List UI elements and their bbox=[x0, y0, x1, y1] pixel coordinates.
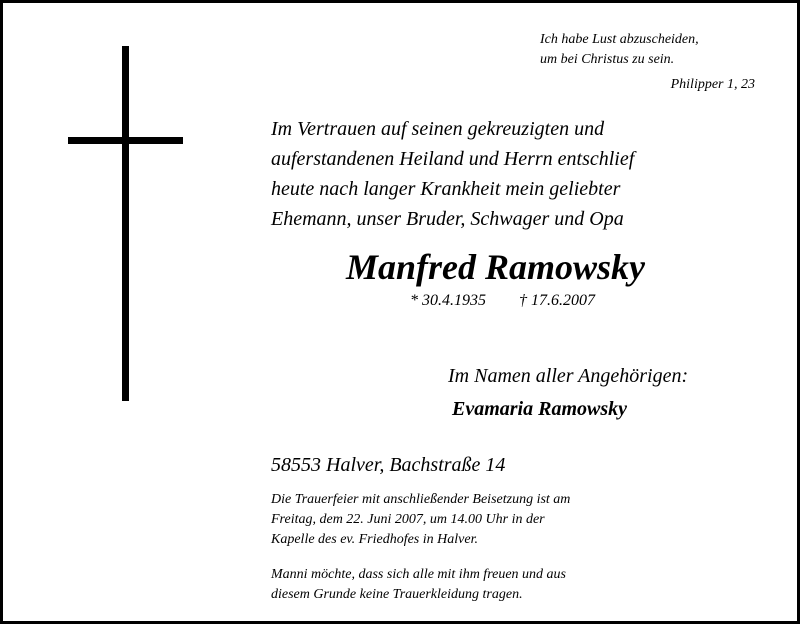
service-line: Die Trauerfeier mit anschließender Beisetzung ist am bbox=[271, 492, 571, 507]
intro-line: auferstandenen Heiland und Herrn entschlief bbox=[271, 148, 635, 170]
deceased-name: Manfred Ramowsky bbox=[346, 247, 646, 287]
note-line: diesem Grunde keine Trauerkleidung tragen. bbox=[271, 587, 523, 602]
service-line: Kapelle des ev. Friedhofes in Halver. bbox=[271, 532, 478, 547]
death-date: † 17.6.2007 bbox=[519, 292, 595, 309]
dress-code-note bbox=[271, 565, 566, 605]
cross-vertical-bar bbox=[122, 46, 129, 401]
bible-verse bbox=[540, 30, 780, 70]
cross-horizontal-bar bbox=[68, 137, 183, 144]
family-intro: Im Namen aller Angehörigen: bbox=[448, 365, 689, 387]
address: 58553 Halver, Bachstraße 14 bbox=[271, 454, 506, 476]
birth-date: * 30.4.1935 bbox=[410, 292, 486, 309]
funeral-service-info bbox=[271, 490, 570, 550]
service-line: Freitag, dem 22. Juni 2007, um 14.00 Uhr in der bbox=[271, 512, 545, 527]
obituary-notice bbox=[3, 3, 797, 621]
verse-line: um bei Christus zu sein. bbox=[540, 52, 675, 67]
intro-line: Ehemann, unser Bruder, Schwager und Opa bbox=[271, 208, 624, 230]
intro-line: Im Vertrauen auf seinen gekreuzigten und bbox=[271, 118, 605, 140]
note-line: Manni möchte, dass sich alle mit ihm freuen und aus bbox=[271, 567, 567, 582]
verse-reference: Philipper 1, 23 bbox=[670, 77, 755, 92]
intro-text bbox=[271, 114, 771, 234]
intro-line: heute nach langer Krankheit mein geliebter bbox=[271, 178, 621, 200]
verse-line: Ich habe Lust abzuscheiden, bbox=[540, 32, 699, 47]
life-dates bbox=[410, 290, 595, 312]
family-signature: Evamaria Ramowsky bbox=[452, 398, 628, 420]
